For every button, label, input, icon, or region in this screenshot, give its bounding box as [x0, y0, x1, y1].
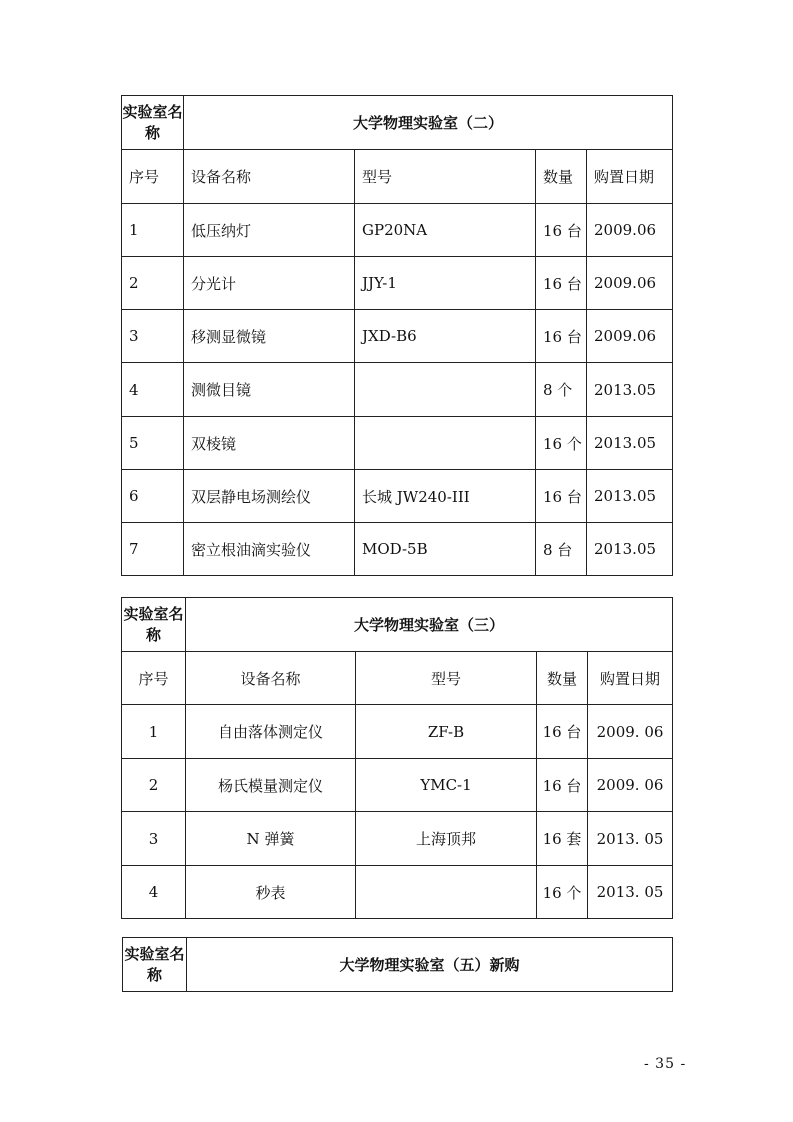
cell-quantity: 16 套: [537, 812, 588, 866]
cell-equipment-name: 双棱镜: [184, 417, 355, 470]
lab-title: 大学物理实验室（三）: [186, 598, 673, 652]
cell-model: GP20NA: [355, 204, 536, 257]
cell-purchase-date: 2013.05: [587, 523, 673, 576]
cell-quantity: 8 个: [536, 363, 587, 417]
cell-index: 5: [122, 417, 184, 470]
cell-equipment-name: N 弹簧: [186, 812, 356, 866]
table-row: [122, 470, 673, 523]
cell-index: 6: [122, 470, 184, 523]
cell-purchase-date: 2009. 06: [588, 705, 673, 759]
cell-index: 7: [122, 523, 184, 576]
cell-purchase-date: 2009. 06: [588, 759, 673, 812]
cell-index: 4: [122, 363, 184, 417]
cell-quantity: 16 台: [537, 705, 588, 759]
cell-equipment-name: 低压纳灯: [184, 204, 355, 257]
cell-equipment-name: 杨氏模量测定仪: [186, 759, 356, 812]
cell-purchase-date: 2013. 05: [588, 866, 673, 919]
lab-header-row: [122, 598, 673, 652]
cell-purchase-date: 2013.05: [587, 470, 673, 523]
cell-index: 2: [122, 257, 184, 310]
table-row: [122, 204, 673, 257]
column-header-row: [122, 652, 673, 705]
lab-name-label: 实验室名称: [123, 938, 187, 992]
cell-equipment-name: 密立根油滴实验仪: [184, 523, 355, 576]
header-index: 序号: [122, 652, 186, 705]
equipment-table-lab-5: [122, 937, 673, 992]
cell-purchase-date: 2013.05: [587, 417, 673, 470]
cell-index: 4: [122, 866, 186, 919]
cell-quantity: 16 台: [537, 759, 588, 812]
header-model: 型号: [355, 150, 536, 204]
cell-model: [355, 363, 536, 417]
cell-model: MOD-5B: [355, 523, 536, 576]
cell-quantity: 16 个: [536, 417, 587, 470]
cell-model: [356, 866, 537, 919]
header-model: 型号: [356, 652, 537, 705]
cell-index: 2: [122, 759, 186, 812]
equipment-table-lab-3: [121, 597, 673, 919]
table-row: [122, 705, 673, 759]
header-quantity: 数量: [537, 652, 588, 705]
table-row: [122, 866, 673, 919]
cell-index: 3: [122, 812, 186, 866]
cell-model: JJY-1: [355, 257, 536, 310]
page-number: - 35 -: [644, 1056, 687, 1072]
cell-model: JXD-B6: [355, 310, 536, 363]
cell-index: 1: [122, 204, 184, 257]
table-row: [122, 523, 673, 576]
table-row: [122, 310, 673, 363]
cell-quantity: 16 台: [536, 470, 587, 523]
table-row: [122, 759, 673, 812]
cell-quantity: 16 个: [537, 866, 588, 919]
cell-equipment-name: 测微目镜: [184, 363, 355, 417]
cell-quantity: 16 台: [536, 310, 587, 363]
cell-model: YMC-1: [356, 759, 537, 812]
cell-purchase-date: 2009.06: [587, 257, 673, 310]
equipment-table-lab-2: [121, 95, 673, 576]
cell-quantity: 16 台: [536, 204, 587, 257]
cell-model: [355, 417, 536, 470]
cell-equipment-name: 双层静电场测绘仪: [184, 470, 355, 523]
cell-model: ZF-B: [356, 705, 537, 759]
cell-purchase-date: 2009.06: [587, 204, 673, 257]
cell-model: 长城 JW240-III: [355, 470, 536, 523]
lab-header-row: [122, 96, 673, 150]
header-equipment-name: 设备名称: [186, 652, 356, 705]
lab-header-row: [123, 938, 673, 992]
cell-index: 3: [122, 310, 184, 363]
table-row: [122, 812, 673, 866]
lab-name-label: 实验室名称: [122, 96, 184, 150]
header-quantity: 数量: [536, 150, 587, 204]
header-equipment-name: 设备名称: [184, 150, 355, 204]
cell-equipment-name: 分光计: [184, 257, 355, 310]
table-row: [122, 417, 673, 470]
header-index: 序号: [122, 150, 184, 204]
header-purchase-date: 购置日期: [588, 652, 673, 705]
table-row: [122, 363, 673, 417]
cell-model: 上海顶邦: [356, 812, 537, 866]
cell-quantity: 8 台: [536, 523, 587, 576]
cell-purchase-date: 2009.06: [587, 310, 673, 363]
cell-purchase-date: 2013.05: [587, 363, 673, 417]
column-header-row: [122, 150, 673, 204]
lab-title: 大学物理实验室（五）新购: [187, 938, 673, 992]
header-purchase-date: 购置日期: [587, 150, 673, 204]
cell-index: 1: [122, 705, 186, 759]
cell-equipment-name: 秒表: [186, 866, 356, 919]
lab-title: 大学物理实验室（二）: [184, 96, 673, 150]
cell-quantity: 16 台: [536, 257, 587, 310]
lab-name-label: 实验室名称: [122, 598, 186, 652]
table-row: [122, 257, 673, 310]
cell-purchase-date: 2013. 05: [588, 812, 673, 866]
cell-equipment-name: 自由落体测定仪: [186, 705, 356, 759]
cell-equipment-name: 移测显微镜: [184, 310, 355, 363]
